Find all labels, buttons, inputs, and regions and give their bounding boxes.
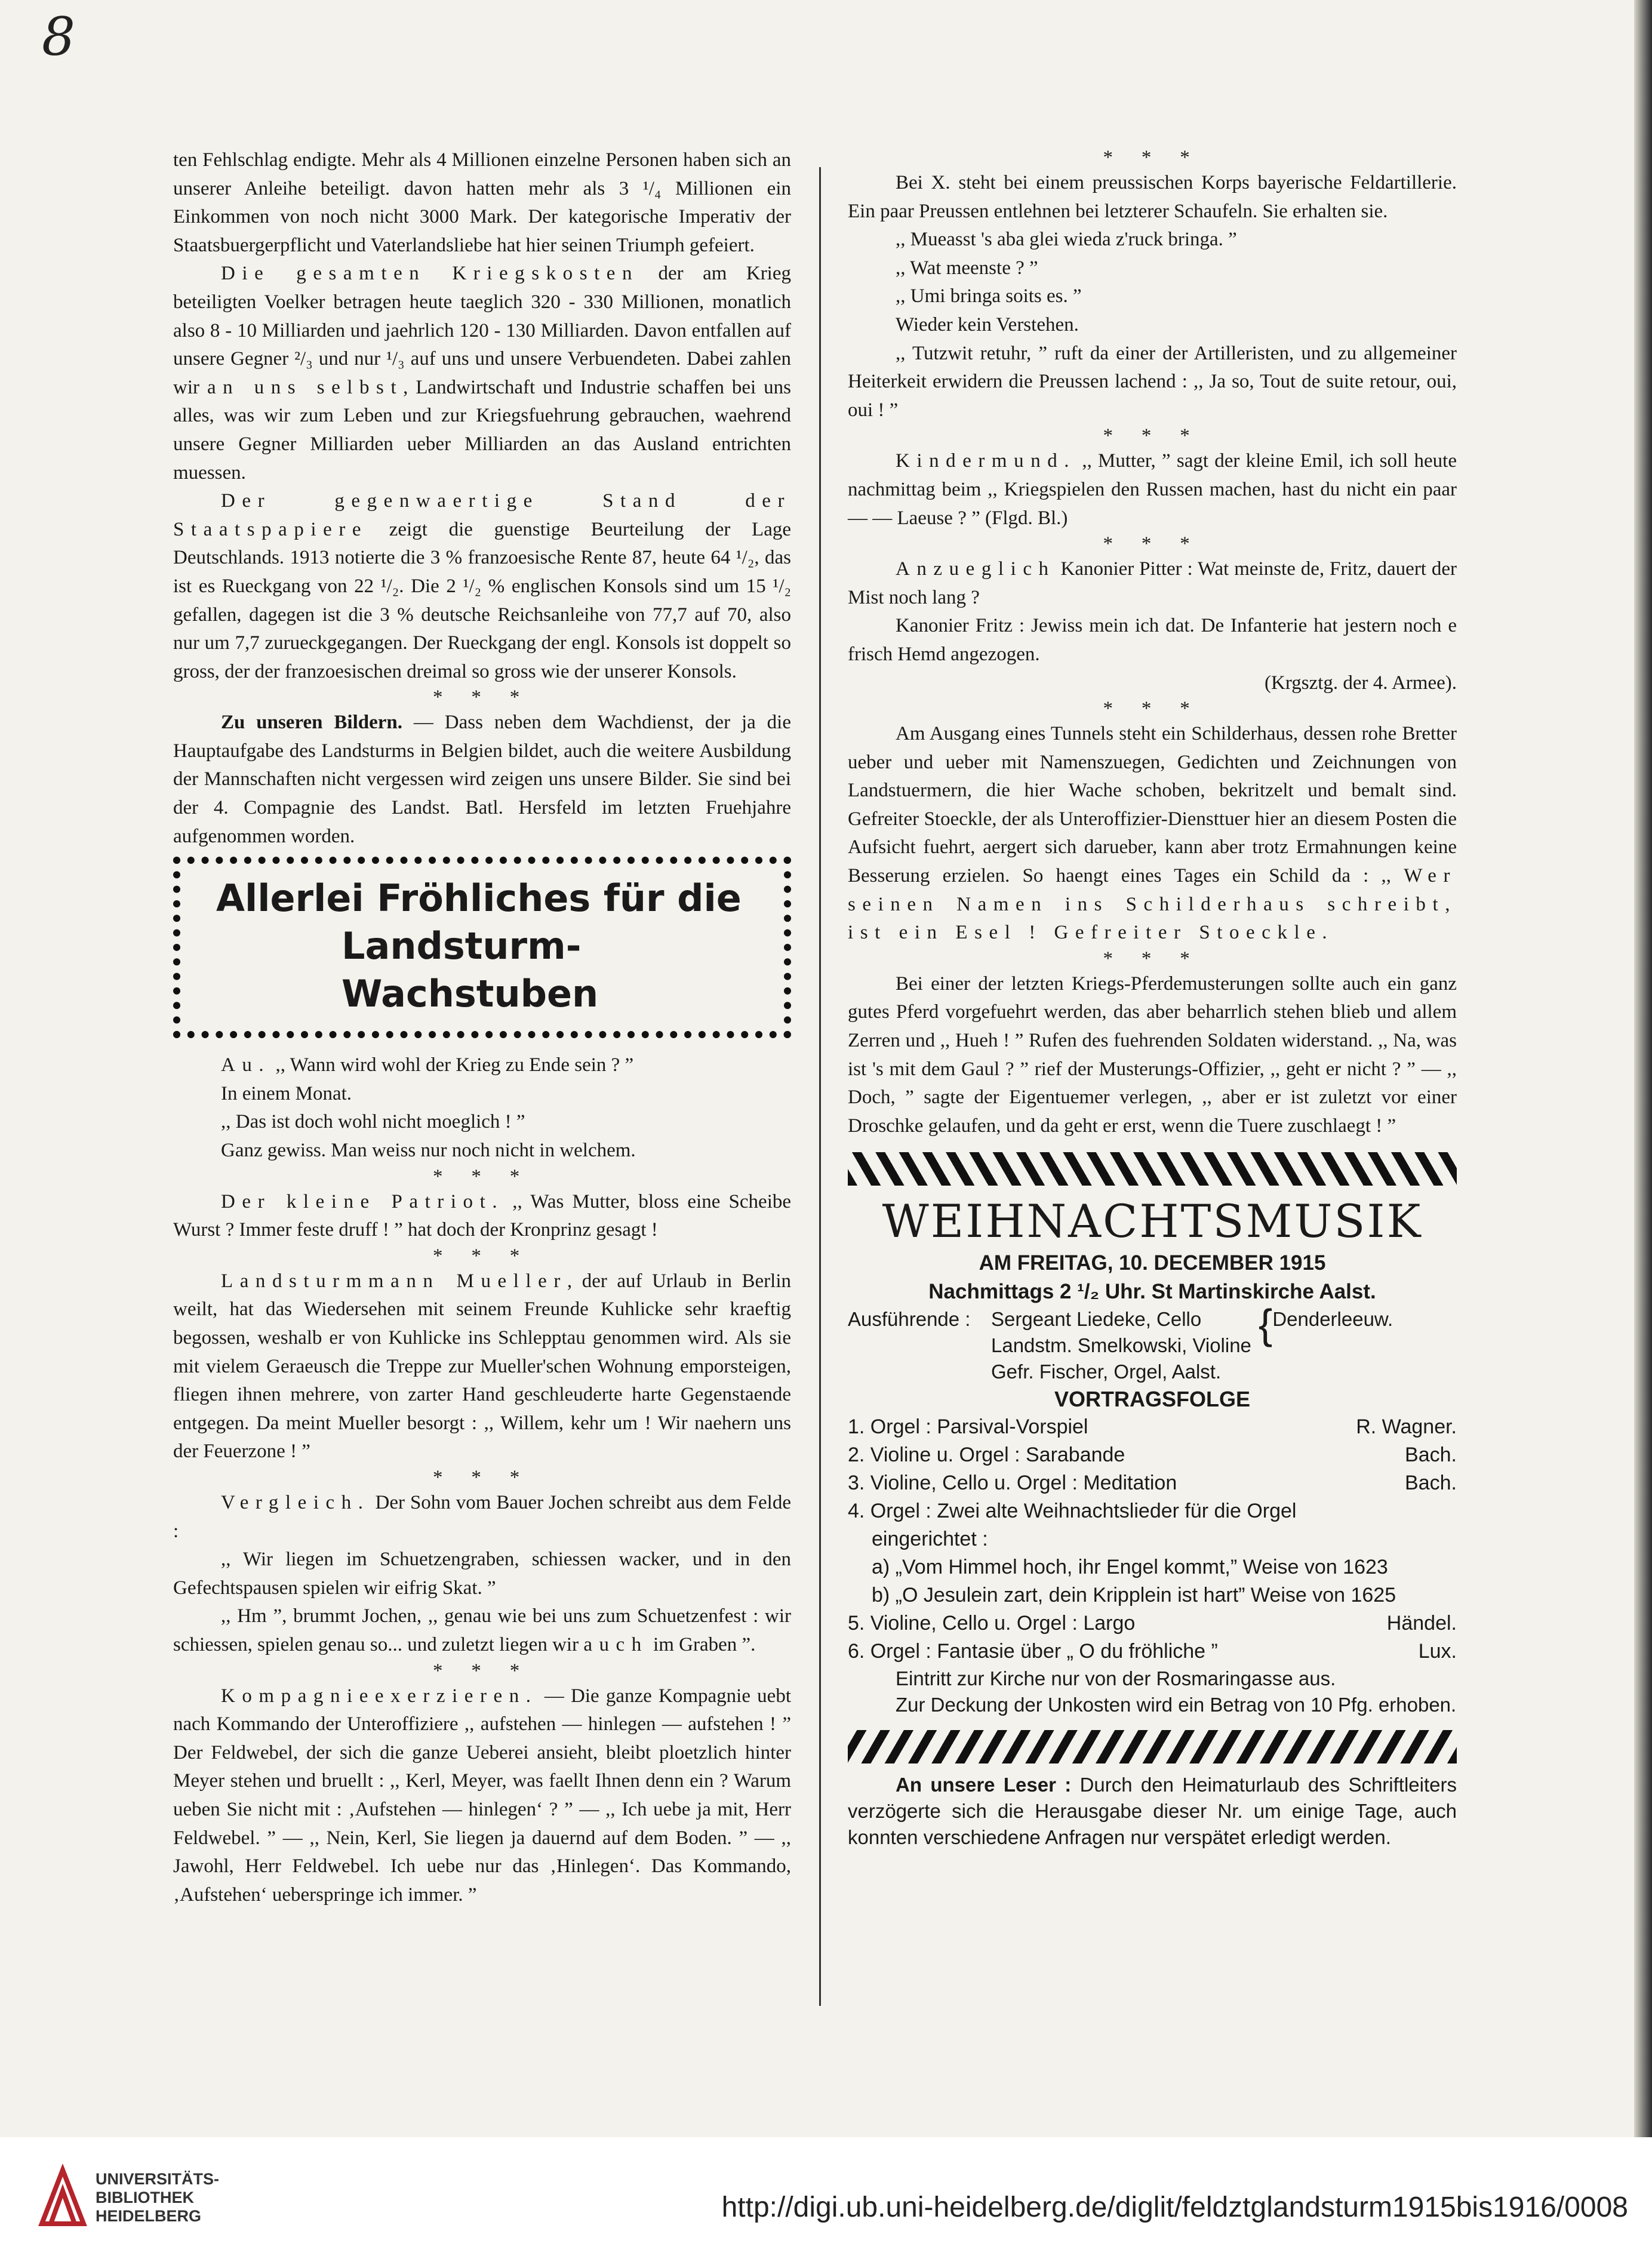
program-item: 1. Orgel : Parsival-Vorspiel R. Wagner.: [848, 1415, 1457, 1439]
joke-vergleich-line2: ,, Wir liegen im Schuetzengraben, schiessen wacker, und in den Gefechtspausen spielen wir eifrig Skat. ”: [173, 1549, 791, 1599]
article-war-costs: Die gesamten Kriegskosten der am Krieg beteiligten Voelker betragen heute taeglich 320 - 330 Millionen, monatlich also 8 - 10 Milliarden und jaehrlich 120 - 130 Milliarden. Davon entfallen auf unsere Gegner ²/₃ und nur ¹/₃ auf uns und unsere Verbuendeten. Dabei zahlen wir an uns selbst, Landwirtschaft und Industrie schaffen bei uns alles, was wir zum Leben und zur Kriegsfuehrung gebrauchen, waehrend unsere Gegner Milliarden ueber Milliarden an das Ausland entrichten muessen.: [173, 263, 792, 484]
concert-entry-note: Eintritt zur Kirche nur von der Rosmaringasse aus.: [896, 1667, 1336, 1690]
joke-anzueglich: Anzueglich Kanonier Pitter : Wat meinste de, Fritz, dauert der Mist noch lang ?: [848, 558, 1457, 608]
performer-organ: Gefr. Fischer, Orgel, Aalst.: [991, 1360, 1222, 1383]
library-footer: [0, 2137, 1652, 2256]
separator-stars: * * *: [433, 1165, 531, 1187]
separator-stars: * * *: [433, 687, 531, 709]
joke-au: Au. ,, Wann wird wohl der Krieg zu Ende sein ? ”: [221, 1054, 634, 1076]
article-war-loan: ten Fehlschlag endigte. Mehr als 4 Millionen einzelne Personen haben sich an unserer Anleihe beteiligt. davon hatten mehr als 3 ¹/₄ Millionen ein Einkommen von noch nicht 3000 Mark. Der kategorische Imperativ der Staatsbuergerpflicht und Vaterlandsliebe hat hier seinen Triumph gefeiert.: [173, 149, 791, 256]
separator-stars: * * *: [1103, 425, 1202, 447]
program-title: VORTRAGSFOLGE: [1054, 1386, 1250, 1411]
program-item: 2. Violine u. Orgel : Sarabande Bach.: [848, 1444, 1457, 1467]
ornament-band-top: [848, 1152, 1457, 1186]
joke-au-line4: Ganz gewiss. Man weiss nur noch nicht in welchem.: [221, 1140, 636, 1162]
joke-bayern-line6: ,, Tutzwit retuhr, ” ruft da einer der Artilleristen, und zu allgemeiner Heiterkeit erwidern die Preussen lachend : ,, Ja so, Tout de suite retour, oui, oui ! ”: [848, 342, 1457, 421]
separator-stars: * * *: [433, 1466, 531, 1488]
ornament-band-bottom: [848, 1730, 1457, 1763]
program-item: b) „O Jesulein zart, dein Kripplein ist hart” Weise von 1625: [872, 1584, 1396, 1607]
library-logo-icon: [36, 2164, 90, 2230]
performers-block: [848, 1300, 1457, 1385]
section-title-line2: Landsturm-Wachstuben: [342, 924, 599, 1016]
performer-violin: Landstm. Smelkowski, Violine: [991, 1334, 1251, 1356]
article-state-papers: Der gegenwaertige Stand der Staatspapiere zeigt die guenstige Beurteilung der Lage Deutschlands. 1913 notierte die 3 % franzoesische Rente 87, heute 64 ¹/₂, das ist es Rueckgang von 22 ¹/₂. Die 2 ¹/₂ % englischen Konsols sind um 15 ¹/₂ gefallen, dagegen ist die 3 % deutsche Reichsanleihe von 77,7 auf 70, also nur um 7,7 zurueckgegangen. Der Rueckgang der engl. Konsols ist doppelt so gross, der der franzoesischen dreimal so gross wie der unserer Konsols.: [173, 490, 791, 682]
joke-bayern: Bei X. steht bei einem preussischen Korps bayerische Feldartillerie. Ein paar Preussen entlehnen bei letzterer Schaufeln. Sie erhalten sie.: [848, 172, 1457, 222]
brace-icon: {: [1258, 1300, 1273, 1347]
program-item: 6. Orgel : Fantasie über „ O du fröhliche ” Lux.: [848, 1640, 1457, 1663]
joke-au-line3: ,, Das ist doch wohl nicht moeglich ! ”: [221, 1111, 525, 1133]
library-logo-text: UNIVERSITÄTS- BIBLIOTHEK HEIDELBERG: [96, 2170, 220, 2225]
article-pictures: Zu unseren Bildern. — Dass neben dem Wachdienst, der ja die Hauptaufgabe des Landsturms in Belgien bildet, auch die weitere Ausbildung der Mannschaften nicht vergessen wird zeigen uns unsere Bilder. Sie sind bei der 4. Compagnie des Landst. Batl. Hersfeld im letzten Fruehjahre aufgenommen worden.: [173, 712, 791, 847]
concert-time-place: Nachmittags 2 ¹/₂ Uhr. St Martinskirche Aalst.: [928, 1280, 1376, 1303]
joke-patriot: Der kleine Patriot. ,, Was Mutter, bloss eine Scheibe Wurst ? Immer feste druff ! ” hat doch der Kronprinz gesagt !: [173, 1190, 792, 1241]
right-column: [848, 146, 1457, 1851]
program-list: [848, 1413, 1457, 1666]
joke-pferd: Bei einer der letzten Kriegs-Pferdemusterungen sollte auch ein ganz gutes Pferd vorgefuehrt werden, das aber beharrlich stehen blieb und allem Zerren und ,, Hueh ! ” Rufen des fuehrenden Soldaten widerstand. ,, Na, was ist 's mit dem Gaul ? ” rief der Musterungs-Offizier, ,, geht er nicht ? ” — ,, Doch, ” sagte der Eigentuemer verlegen, ,, aber er ist zuletzt vor einer Droschke gelaufen, und da geht er erst, wenn die Tuere zuschlaegt ! ”: [848, 972, 1457, 1137]
separator-stars: * * *: [433, 1660, 531, 1682]
section-header-box: [173, 857, 791, 1038]
page-edge-shadow: [1634, 0, 1652, 2137]
joke-anzueglich-line2: Kanonier Fritz : Jewiss mein ich dat. De Infanterie hat jestern noch e frisch Hemd angezogen.: [848, 615, 1457, 665]
joke-mueller: Landsturmmann Mueller, der auf Urlaub in Berlin weilt, hat das Wiedersehen mit seinem Freunde Kuhlicke sehr kraeftig begossen, weshalb er von Kuhlicke ins Schlepptau genommen wird. Als sie mit vielem Geraeusch die Treppe zur Mueller'schen Wohnung emporsteigen, fliegen ihnen mehrere, von zarter Hand geschleuderte harte Gegenstaende entgegen. Da meint Mueller besorgt : ,, Willem, kehr um ! Wir naehern uns der Feuerzone ! ”: [173, 1270, 791, 1463]
concert-costs-note: Zur Deckung der Unkosten wird ein Betrag von 10 Pfg. erhoben.: [896, 1694, 1457, 1716]
performers-label: Ausführende :: [848, 1307, 971, 1330]
section-title-line1: Allerlei Fröhliches für die: [216, 876, 742, 921]
separator-stars: * * *: [1103, 698, 1202, 720]
joke-bayern-line3: ,, Wat meenste ? ”: [896, 257, 1038, 279]
joke-bayern-line4: ,, Umi bringa soits es. ”: [896, 285, 1082, 307]
program-item: 3. Violine, Cello u. Orgel : Meditation Bach.: [848, 1472, 1457, 1495]
readers-notice: An unsere Leser : Durch den Heimaturlaub des Schriftleiters verzögerte sich die Herausgabe dieser Nr. um einige Tage, auch konnten verschiedene Anfragen nur verspätet erledigt werden.: [848, 1774, 1457, 1849]
page-number: 8: [42, 6, 75, 67]
joke-vergleich-line3: ,, Hm ”, brummt Jochen, ,, genau wie bei uns zum Schuetzenfest : wir schiessen, spielen genau so... und zuletzt liegen wir auch im Graben ”.: [173, 1605, 791, 1655]
separator-stars: * * *: [433, 1245, 531, 1267]
separator-stars: * * *: [1103, 147, 1202, 168]
program-item: 5. Violine, Cello u. Orgel : Largo Händel.: [848, 1612, 1457, 1635]
joke-kindermund: Kindermund. ,, Mutter, ” sagt der kleine Emil, ich soll heute nachmittag beim ,, Kriegspielen den Russen machen, hast du nicht ein paar — — Laeuse ? ” (Flgd. Bl.): [848, 450, 1457, 529]
program-item: eingerichtet :: [872, 1528, 988, 1551]
performer-cello: Sergeant Liedeke, Cello: [991, 1307, 1202, 1330]
left-column: [173, 146, 791, 1909]
program-item: a) „Vom Himmel hoch, ihr Engel kommt,” Weise von 1623: [872, 1556, 1388, 1579]
joke-bayern-line5: Wieder kein Verstehen.: [896, 313, 1079, 336]
joke-au-line2: In einem Monat.: [221, 1082, 352, 1104]
source-url-link[interactable]: http://digi.ub.uni-heidelberg.de/diglit/feldztglandsturm1915bis1916/0008: [721, 2192, 1628, 2223]
joke-anzueglich-source: (Krgsztg. der 4. Armee).: [1265, 672, 1457, 694]
column-divider: [819, 167, 821, 2006]
joke-bayern-line2: ,, Mueasst 's aba glei wieda z'ruck bringa. ”: [896, 229, 1237, 251]
separator-stars: * * *: [1103, 533, 1202, 555]
separator-stars: * * *: [1103, 947, 1202, 970]
concert-title: WEIHNACHTSMUSIK: [882, 1195, 1423, 1248]
joke-kompagnie: Kompagnieexerzieren. — Die ganze Kompagnie uebt nach Kommando der Unteroffiziere ,, aufstehen — hinlegen — aufstehen ! ” Der Feldwebel, der sich die ganze Ueberei ansieht, bleibt ploetzlich hinter Meyer stehen und bruellt : ,, Kerl, Meyer, was faellt Ihnen denn ein ? Warum ueben Sie nicht mit : ‚Aufstehen — hinlegen‘ ? ” — ,, Ich uebe ja mit, Herr Feldwebel. ” — ,, Nein, Kerl, Sie liegen ja dauernd auf dem Boden. ” — ,, Jawohl, Herr Feldwebel. Ich uebe nur das ‚Hinlegen‘. Das Kommando, ‚Aufstehen‘ ueberspringe ich immer. ”: [173, 1685, 791, 1906]
joke-vergleich: Vergleich. Der Sohn vom Bauer Jochen schreibt aus dem Felde :: [173, 1491, 791, 1542]
performers-place: Denderleeuw.: [1272, 1307, 1393, 1330]
concert-date: AM FREITAG, 10. DECEMBER 1915: [979, 1251, 1326, 1275]
program-item: 4. Orgel : Zwei alte Weihnachtslieder für die Orgel: [848, 1500, 1297, 1523]
joke-schilderhaus: Am Ausgang eines Tunnels steht ein Schilderhaus, dessen rohe Bretter ueber und ueber mit Namenszuegen, Gedichten und Zeichnungen von Landstuermern, die hier Wache schoben, bekritzelt und bemalt sind. Gefreiter Stoeckle, der als Unteroffizier-Diensttuer hier an diesem Posten die Aufsicht fuehrt, aergert sich darueber, kann aber trotz Ermahnungen keine Besserung erzielen. So haengt eines Tages ein Schild da : ,, Wer seinen Namen ins Schilderhaus schreibt, ist ein Esel ! Gefreiter Stoeckle.: [848, 723, 1457, 944]
